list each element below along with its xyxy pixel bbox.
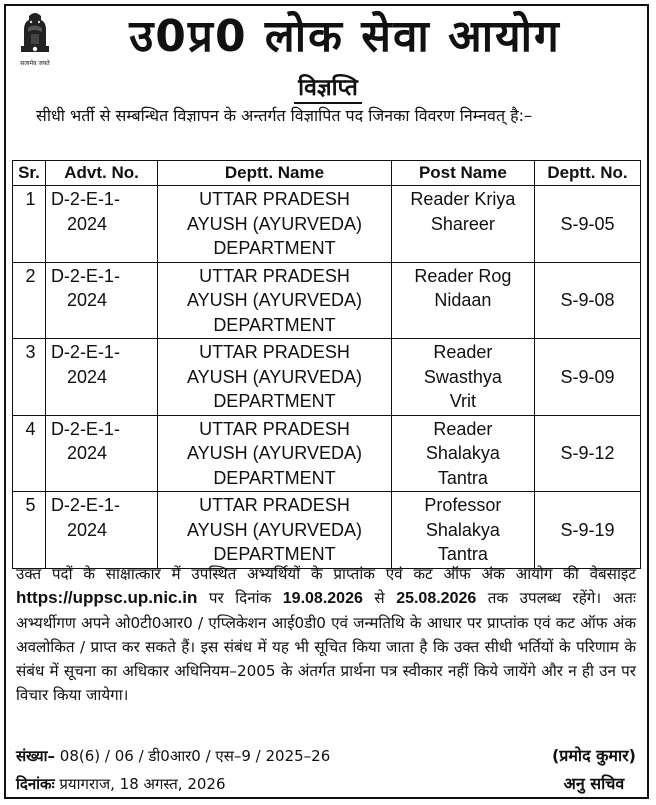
dept-line-3: DEPARTMENT	[213, 238, 336, 258]
cell-deptt-name	[158, 415, 392, 492]
cell-advt-no	[45, 339, 157, 416]
website-link[interactable]: https://uppsc.up.nic.in	[16, 588, 198, 607]
cell-deptt-no: S-9-19	[534, 492, 640, 569]
cell-deptt-name	[158, 186, 392, 263]
post-line-2: Shareer	[430, 213, 495, 234]
paragraph-part-1: उक्त पदों के साक्षात्कार में उपस्थित अभ्यर्थियों के प्राप्तांक एवं कट ऑफ अंक आयोग की वेबसाइट	[16, 565, 636, 583]
post-line-2: Shalakya	[425, 519, 500, 540]
paragraph-part-2: पर दिनांक	[197, 589, 283, 607]
advt-line: D-2-E-1-	[50, 265, 120, 286]
dept-line-3: DEPARTMENT	[213, 391, 336, 411]
cell-post-name	[391, 415, 534, 492]
advt-line: D-2-E-1-	[50, 189, 120, 209]
number-value: 08(6) / 06 / डी0आर0 / एस–9 / 2025–26	[55, 747, 331, 765]
header-sr: Sr.	[13, 161, 46, 186]
signatory-block	[552, 742, 636, 798]
cell-post-name	[391, 186, 534, 263]
advt-year: 2024	[66, 443, 107, 463]
table-header-row	[13, 161, 641, 186]
post-line-1: Reader Rog	[414, 265, 512, 286]
cell-post-name	[391, 492, 534, 569]
post-line-2: Nidaan	[434, 290, 492, 310]
dept-line-2: AYUSH (AYURVEDA)	[186, 443, 362, 463]
dept-line-3: DEPARTMENT	[213, 544, 336, 564]
table-row	[13, 262, 641, 339]
table-row	[13, 186, 641, 263]
dept-line-1: UTTAR PRADESH	[199, 265, 350, 286]
reference-number	[16, 742, 330, 770]
reference-block	[16, 742, 330, 798]
cell-advt-no	[45, 492, 157, 569]
advt-line: D-2-E-1-	[50, 495, 120, 515]
dept-line-2: AYUSH (AYURVEDA)	[186, 290, 362, 310]
header	[10, 6, 640, 68]
lion-capital-icon	[15, 8, 55, 58]
advt-year: 2024	[66, 290, 107, 310]
dept-line-2: AYUSH (AYURVEDA)	[186, 519, 362, 540]
cell-advt-no	[45, 415, 157, 492]
emblem-caption: सत्यमेव जयते	[20, 59, 50, 67]
posts-table	[12, 160, 641, 569]
dept-line-1: UTTAR PRADESH	[199, 189, 350, 209]
signatory-title: अनु सचिव	[563, 774, 625, 793]
dept-line-3: DEPARTMENT	[213, 314, 336, 335]
signatory-name: (प्रमोद कुमार)	[551, 746, 636, 765]
cell-sr: 1	[13, 186, 46, 263]
cell-deptt-name	[158, 262, 392, 339]
cell-deptt-no: S-9-09	[534, 339, 640, 416]
cell-sr: 3	[13, 339, 46, 416]
cell-post-name	[391, 339, 534, 416]
cell-deptt-name	[158, 339, 392, 416]
date-label: दिनांकः	[16, 775, 55, 793]
advt-year: 2024	[66, 366, 107, 387]
header-advt-no: Advt. No.	[45, 161, 157, 186]
date-to: 25.08.2026	[396, 590, 477, 607]
post-line-1: Reader Kriya	[410, 189, 516, 209]
post-line-1: Reader	[433, 342, 493, 362]
dept-line-1: UTTAR PRADESH	[199, 495, 350, 515]
dept-line-1: UTTAR PRADESH	[199, 418, 350, 439]
cell-sr: 5	[13, 492, 46, 569]
post-line-3: Tantra	[437, 467, 488, 488]
cell-deptt-no: S-9-12	[534, 415, 640, 492]
organization-title: उ0प्र0 लोक सेवा आयोग	[129, 11, 561, 62]
advt-line: D-2-E-1-	[50, 418, 120, 439]
post-line-3: Vrit	[449, 391, 477, 411]
advt-line: D-2-E-1-	[50, 342, 120, 362]
intro-text: सीधी भर्ती से सम्बन्धित विज्ञापन के अन्तर्गत विज्ञापित पद जिनका विवरण निम्नवत् है:–	[36, 106, 533, 125]
date-value: प्रयागराज, 18 अगस्त, 2026	[54, 775, 226, 793]
cell-advt-no	[45, 262, 157, 339]
dept-line-3: DEPARTMENT	[213, 467, 336, 488]
advt-year: 2024	[66, 213, 107, 234]
post-line-3: Tantra	[437, 544, 488, 564]
cell-deptt-no: S-9-05	[534, 186, 640, 263]
paragraph-part-3: से	[362, 589, 397, 607]
number-label: संख्या–	[16, 747, 56, 765]
notice-title-text: विज्ञप्ति	[294, 75, 362, 104]
advt-year: 2024	[66, 519, 107, 540]
cell-advt-no	[45, 186, 157, 263]
notice-title	[0, 70, 656, 102]
cell-post-name	[391, 262, 534, 339]
date-from: 19.08.2026	[282, 590, 363, 607]
cell-sr: 4	[13, 415, 46, 492]
dept-line-2: AYUSH (AYURVEDA)	[186, 366, 362, 387]
header-post-name: Post Name	[391, 161, 534, 186]
table-row	[13, 492, 641, 569]
cell-deptt-no: S-9-08	[534, 262, 640, 339]
table-row	[13, 415, 641, 492]
cell-deptt-name	[158, 492, 392, 569]
header-deptt-name: Deptt. Name	[158, 161, 392, 186]
post-line-1: Reader	[433, 418, 493, 439]
reference-date	[16, 770, 330, 798]
post-line-2: Shalakya	[425, 443, 500, 463]
header-deptt-no: Deptt. No.	[534, 161, 640, 186]
post-line-2: Swasthya	[423, 366, 502, 387]
table-row	[13, 339, 641, 416]
paragraph-part-4: तक उपलब्ध रहेंगे। अतः अभ्यर्थीगण अपने ओ0टी0आर0 / एप्लिकेशन आई0डी0 एवं जन्मतिथि के आधार पर प्राप्तांक एवं कट ऑफ अंक अवलोकित / प्राप्त कर सकते हैं। इस संबंध में यह भी सूचित किया जाता है कि उक्त सीधी भर्तियों के परिणाम के संबंध में सूचना का अधिकार अधिनियम–2005 के अंतर्गत प्रार्थना पत्र स्वीकार नहीं किये जायेंगे और न ही उन पर विचार किया जायेगा।	[16, 589, 636, 704]
dept-line-2: AYUSH (AYURVEDA)	[186, 213, 362, 234]
cell-sr: 2	[13, 262, 46, 339]
post-line-1: Professor	[424, 495, 502, 515]
results-paragraph	[16, 562, 636, 707]
dept-line-1: UTTAR PRADESH	[199, 342, 350, 362]
